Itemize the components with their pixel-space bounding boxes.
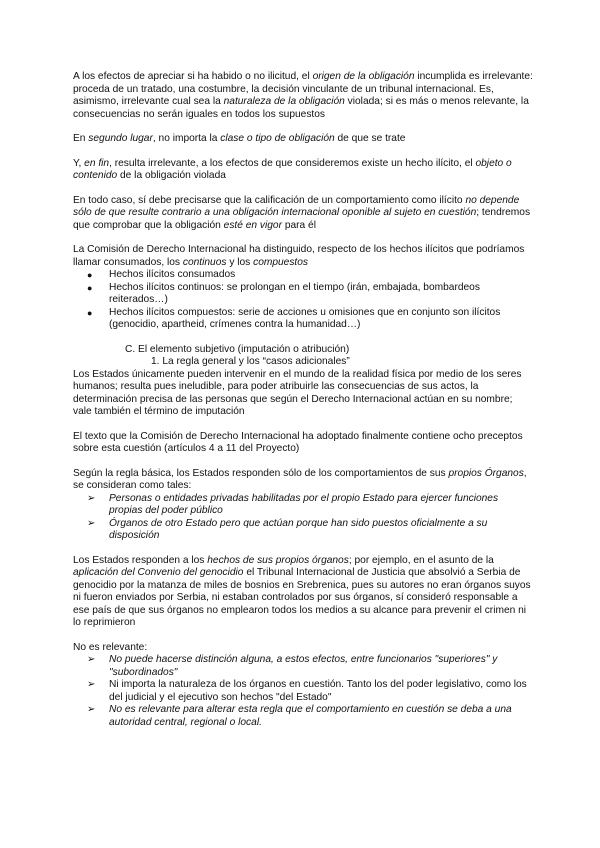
italic-text: hechos de sus propios órganos [207, 554, 349, 566]
text: ; tendremos que comprobar que la obligación [73, 207, 531, 231]
list-item: ● Hechos ilícitos compuestos: serie de acciones u omisiones que en conjunto son ilícitos (genocidio, apartheid, crímenes contra la humanidad…) [73, 307, 533, 332]
italic-text: segundo lugar [88, 133, 153, 144]
paragraph-commission [73, 244, 533, 269]
text: , se consideran como tales: [73, 467, 527, 491]
list-item [73, 654, 533, 679]
text: A los efectos de apreciar si ha habido o no ilicitud, el [73, 71, 313, 82]
text: Según la regla básica, los Estados responden sólo de los comportamientos de sus [73, 467, 449, 479]
text: Los Estados responden a los [73, 554, 208, 566]
italic-text: naturaleza de la obligación [223, 96, 345, 107]
paragraph-genocide-case [73, 555, 533, 630]
paragraph-in-any-case [73, 195, 533, 233]
paragraph-not-relevant: No es relevante: [73, 641, 148, 653]
text: de la obligación violada [117, 170, 226, 181]
not-relevant-list [73, 654, 533, 729]
italic-text: clase o tipo de obligación [220, 133, 335, 144]
text: el Tribunal Internacional de Justicia que absolvió a Serbia de genocidio por la matanza de miles de bosnios en Srebrenica, pues su autores no eran órganos suyos ni fueron enviados por Serbia, ni estaban controlados por sus órganos, sí consideró responsable a ese país de que sus órganos no emplearon todos los medios a su alcance para prevenir el crimen ni lo reprimieron [73, 567, 531, 628]
list-item [73, 704, 533, 729]
italic-text: en fin [84, 157, 110, 169]
text: La Comisión de Derecho Internacional ha distinguido, respecto de los hechos ilícitos que podríamos llamar consumados, los [73, 244, 525, 268]
italic-text: Personas o entidades privadas habilitadas por el propio Estado para ejercer funciones propias del poder público [109, 492, 499, 516]
section-heading-c: C. El elemento subjetivo (imputación o atribución) [125, 343, 350, 355]
document-page [73, 71, 533, 729]
list-item: ● Hechos ilícitos continuos: se prolongan en el tiempo (irán, embajada, bombardeos reiterados…) [73, 282, 533, 307]
italic-text: esté en vigor [223, 219, 282, 231]
text: incumplida es irrelevante: proceda de un tratado, una costumbre, la decisión vinculante de un tribunal internacional. Es, asimismo, irrelevante cual sea la [73, 71, 533, 107]
text: , resulta irrelevante, a los efectos de que consideremos existe un hecho ilícito, el [109, 157, 476, 169]
organs-list [73, 493, 533, 543]
list-item: ● Hechos ilícitos consumados [73, 269, 533, 282]
text: Ni importa la naturaleza de los órganos en cuestión. Tanto los del poder legislativo, como los del judicial y el ejecutivo son hechos "del Estado" [109, 679, 527, 703]
list-item [73, 679, 533, 704]
italic-text: No es relevante para alterar esta regla que el comportamiento en cuestión se deba a una autoridad central, regional o local. [109, 704, 512, 728]
text: violada; si es más o menos relevante, la consecuencias no serán iguales en todos los supuestos [73, 96, 529, 120]
arrow-bullet-icon: ➢ [87, 654, 96, 665]
italic-text: propios Órganos [448, 467, 524, 479]
italic-text: continuos [182, 256, 227, 268]
paragraph-second [73, 133, 533, 146]
arrow-bullet-icon: ➢ [87, 492, 96, 504]
subsection-heading-1: 1. La regla general y los “casos adicionales” [151, 356, 350, 367]
text: En [73, 133, 89, 144]
paragraph-commission-text: El texto que la Comisión de Derecho Internacional ha adoptado finalmente contiene ocho preceptos sobre esta cuestión (artículos 4 a 11 del Proyecto) [73, 430, 523, 454]
italic-text: origen de la obligación [312, 71, 415, 82]
italic-text: No puede hacerse distinción alguna, a estos efectos, entre funcionarios "superiores" y "subordinados" [109, 654, 498, 678]
list-item [73, 493, 533, 518]
arrow-bullet-icon: ➢ [87, 704, 96, 715]
text: y los [226, 256, 254, 268]
italic-text: no depende sólo de que resulte contrario a una obligación internacional oponible al sujeto en cuestión [73, 194, 520, 218]
text: para él [282, 219, 316, 231]
paragraph-finally [73, 158, 533, 183]
paragraph-basic-rule [73, 468, 533, 493]
illicit-acts-list [73, 269, 533, 332]
paragraph-states-humans: Los Estados únicamente pueden intervenir en el mundo de la realidad física por medio de los seres humanos; resulta pues ineludible, para poder atribuirle las consecuencias de sus actos, la determinación precisa de las personas que según el Derecho Internacional actúan en su nombre; vale también el término de imputación [73, 368, 522, 417]
text: Y, [73, 157, 85, 169]
italic-text: aplicación del Convenio del genocidio [73, 567, 244, 578]
text: ; por ejemplo, en el asunto de la [348, 554, 494, 566]
italic-text: Órganos de otro Estado pero que actúan porque han sido puestos oficialmente a su disposición [109, 517, 488, 541]
text: , no importa la [152, 133, 221, 144]
paragraph-origin [73, 71, 533, 121]
arrow-bullet-icon: ➢ [87, 679, 96, 690]
arrow-bullet-icon: ➢ [87, 517, 96, 529]
italic-text: objeto o contenido [73, 157, 512, 181]
text: de que se trate [334, 133, 406, 144]
list-item [73, 518, 533, 543]
text: En todo caso, sí debe precisarse que la calificación de un comportamiento como ilícito [73, 194, 466, 206]
italic-text: compuestos [253, 256, 309, 268]
